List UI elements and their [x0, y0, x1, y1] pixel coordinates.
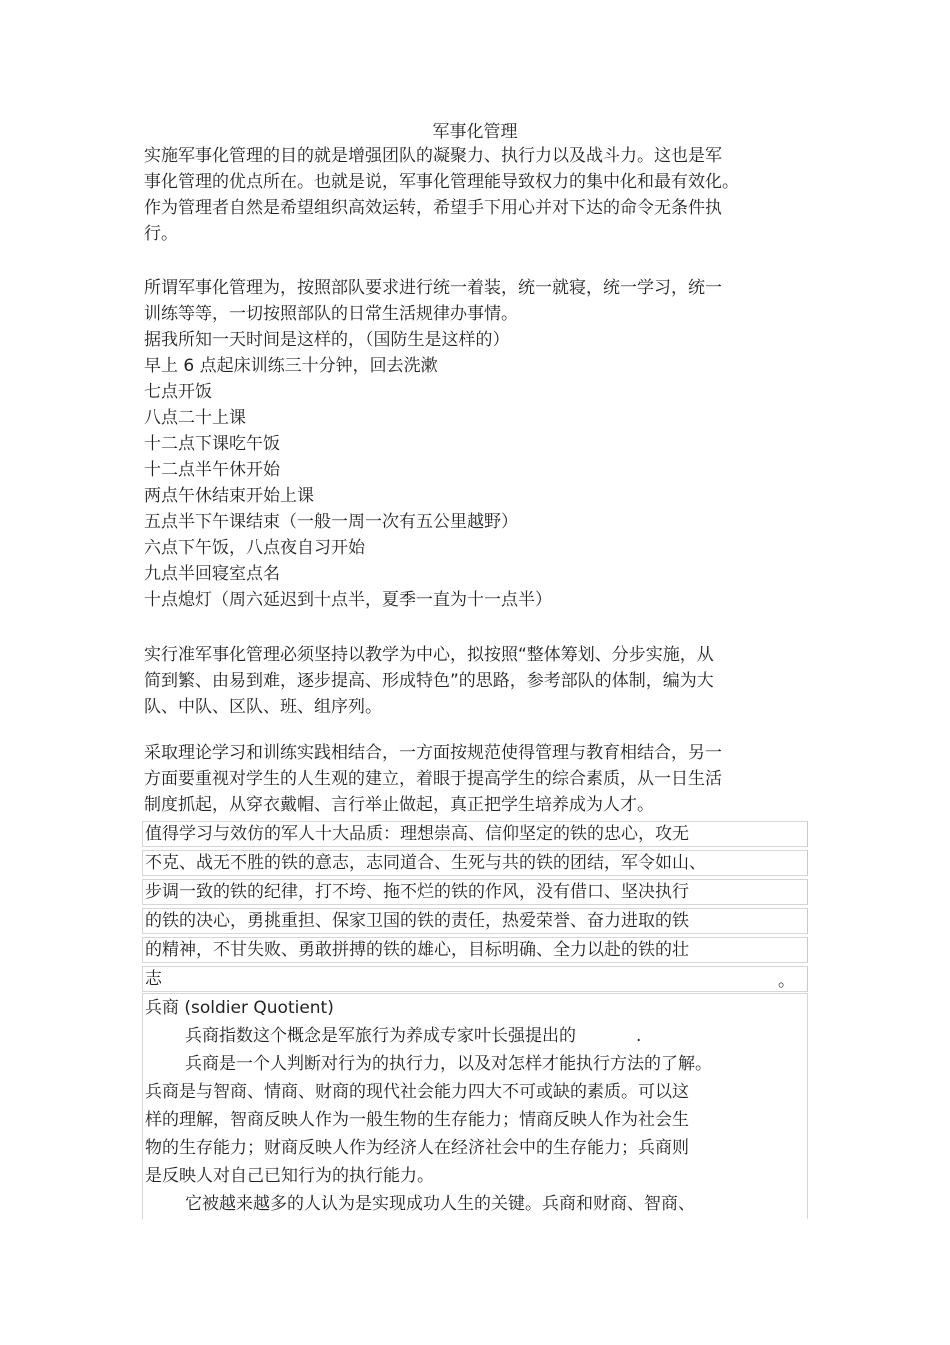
text-line: 兵商是与智商、情商、财商的现代社会能力四大不可或缺的素质。可以这 [145, 1082, 689, 1102]
section-heading: 兵商 (soldier Quotient) [145, 998, 334, 1018]
text-line: 它被越来越多的人认为是实现成功人生的关键。兵商和财商、智商、 [185, 1194, 695, 1214]
schedule-item: 六点下午饭，八点夜自习开始 [144, 538, 365, 558]
qualities-text: 不克、战无不胜的铁的意志，志同道合、生死与共的铁的团结，军令如山、 [145, 853, 706, 873]
text-line: 采取理论学习和训练实践相结合，一方面按规范使得管理与教育相结合，另一 [144, 743, 722, 763]
schedule-item: 八点二十上课 [144, 408, 246, 428]
qualities-text: 步调一致的铁的纪律，打不垮、拖不烂的铁的作风，没有借口、坚决执行 [145, 882, 689, 902]
text-span: 兵商指数这个概念是军旅行为养成专家叶长强提出的 [185, 1026, 576, 1046]
text-line: 实行准军事化管理必须坚持以教学为中心，拟按照“整体筹划、分步实施，从 [144, 645, 714, 665]
qualities-row [142, 879, 808, 905]
text-line [143, 1022, 807, 1050]
qualities-table [142, 821, 808, 995]
text-line: 兵商是一个人判断对行为的执行力，以及对怎样才能执行方法的了解。 [185, 1054, 712, 1074]
text-line: 是反映人对自己已知行为的执行能力。 [145, 1166, 434, 1186]
text-line: 队、中队、区队、班、组序列。 [144, 697, 382, 717]
text-line: 作为管理者自然是希望组织高效运转，希望手下用心并对下达的命令无条件执 [144, 198, 722, 218]
text-line: 制度抓起，从穿衣戴帽、言行举止做起，真正把学生培养成为人才。 [144, 795, 654, 815]
schedule-item: 十点熄灯（周六延迟到十点半，夏季一直为十一点半） [144, 590, 552, 610]
paragraph-purpose [144, 143, 784, 247]
text-line: 行。 [144, 224, 178, 244]
qualities-text: 志 [145, 969, 162, 989]
text-span: . [636, 1026, 642, 1046]
text-line: 训练等等，一切按照部队的日常生活规律办事情。 [144, 304, 518, 324]
text-line: 简到繁、由易到难，逐步提高、形成特色”的思路，参考部队的体制，编为大 [144, 671, 714, 691]
qualities-row [142, 821, 808, 847]
page-title: 军事化管理 [432, 122, 518, 142]
qualities-row [142, 966, 808, 992]
qualities-text: 值得学习与效仿的军人十大品质：理想崇高、信仰坚定的铁的忠心，攻无 [145, 824, 689, 844]
qualities-row [142, 937, 808, 963]
text-line: 所谓军事化管理为，按照部队要求进行统一着装，统一就寝，统一学习，统一 [144, 278, 722, 298]
schedule-item: 十二点下课吃午饭 [144, 434, 280, 454]
schedule-item: 五点半下午课结束（一般一周一次有五公里越野） [144, 512, 518, 532]
text-line: 事化管理的优点所在。也就是说，军事化管理能导致权力的集中化和最有效化。 [144, 172, 739, 192]
paragraph-schedule [144, 275, 784, 613]
soldier-quotient-section [142, 993, 808, 1219]
text-line: 据我所知一天时间是这样的，（国防生是这样的） [144, 330, 510, 350]
paragraph-training [144, 740, 784, 818]
text-line: 实施军事化管理的目的就是增强团队的凝聚力、执行力以及战斗力。这也是军 [144, 146, 722, 166]
schedule-item: 九点半回寝室点名 [144, 564, 280, 584]
qualities-text: 的精神，不甘失败、勇敢拼搏的铁的雄心，目标明确、全力以赴的铁的壮 [145, 940, 689, 960]
schedule-item: 两点午休结束开始上课 [144, 486, 314, 506]
qualities-row [142, 850, 808, 876]
qualities-end-mark: 。 [778, 971, 795, 991]
schedule-item: 早上 6 点起床训练三十分钟，回去洗漱 [144, 356, 438, 376]
text-line: 样的理解，智商反映人作为一般生物的生存能力；情商反映人作为社会生 [145, 1110, 689, 1130]
text-line: 方面要重视对学生的人生观的建立，着眼于提高学生的综合素质，从一日生活 [144, 769, 722, 789]
schedule-item: 七点开饭 [144, 382, 212, 402]
schedule-item: 十二点半午休开始 [144, 460, 280, 480]
qualities-text: 的铁的决心，勇挑重担、保家卫国的铁的责任，热爱荣誉、奋力进取的铁 [145, 911, 689, 931]
paragraph-teaching [144, 642, 784, 720]
text-line: 物的生存能力；财商反映人作为经济人在经济社会中的生存能力；兵商则 [145, 1138, 689, 1158]
qualities-row [142, 908, 808, 934]
